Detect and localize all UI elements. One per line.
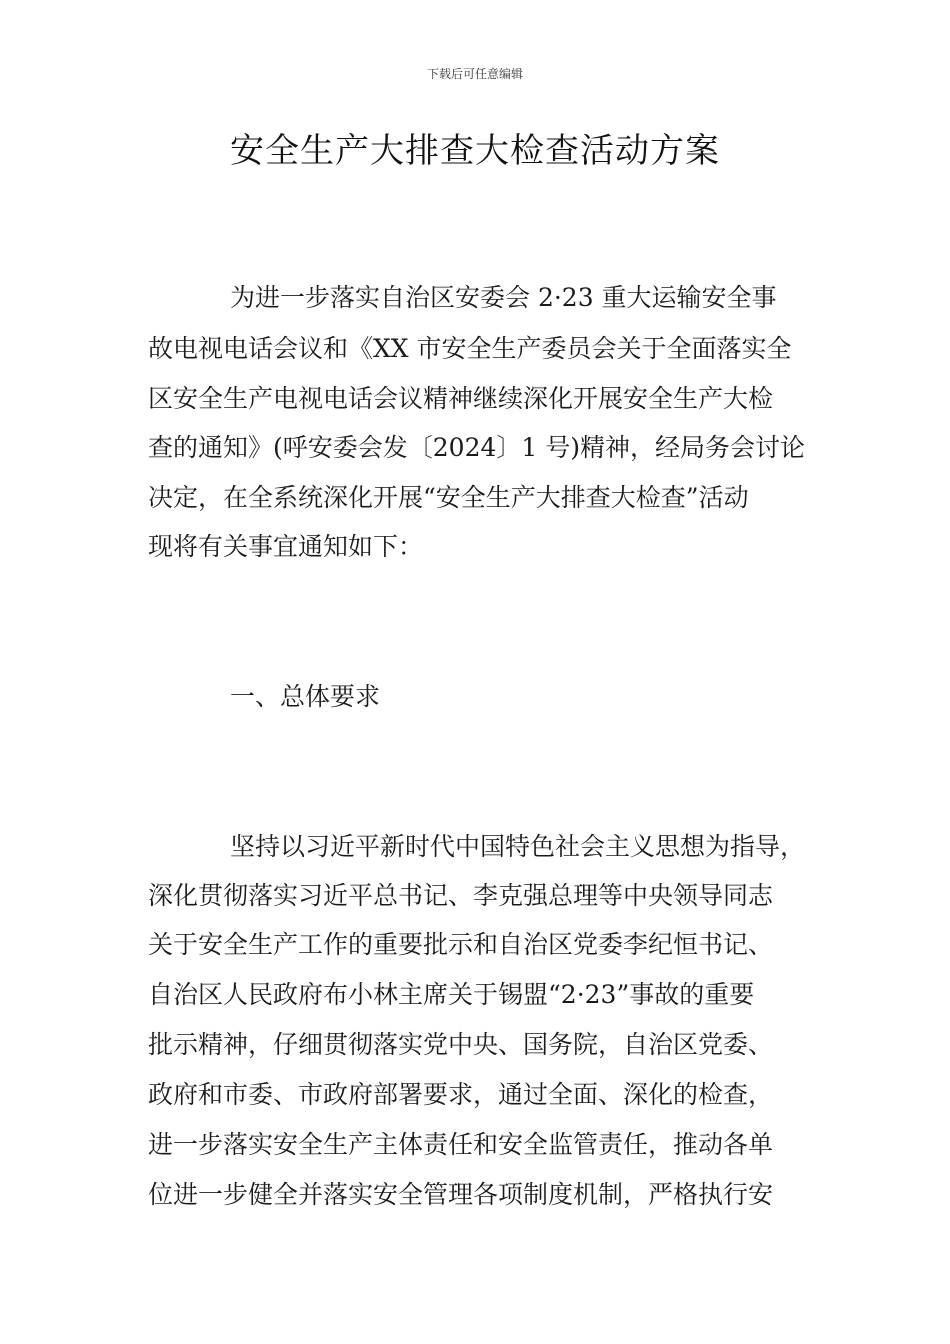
section-heading: 一、总体要求: [230, 682, 381, 711]
paragraph-line: 为进一步落实自治区安委会 2·23 重大运输安全事: [230, 283, 777, 312]
header-note: 下载后可任意编辑: [426, 67, 523, 81]
paragraph-line: 区安全生产电视电话会议精神继续深化开展安全生产大检: [148, 384, 774, 413]
paragraph-line: 坚持以习近平新时代中国特色社会主义思想为指导，: [230, 832, 806, 861]
paragraph-line: 批示精神，仔细贯彻落实党中央、国务院，自治区党委、: [148, 1030, 774, 1059]
paragraph-line: 位进一步健全并落实安全管理各项制度机制，严格执行安: [148, 1180, 774, 1209]
paragraph-line: 故电视电话会议和《XX 市安全生产委员会关于全面落实全: [148, 334, 792, 363]
paragraph-line: 深化贯彻落实习近平总书记、李克强总理等中央领导同志: [148, 881, 774, 910]
paragraph-line: 现将有关事宜通知如下：: [148, 532, 424, 561]
paragraph-line: 查的通知》(呼安委会发〔2024〕1 号)精神，经局务会讨论: [148, 433, 805, 462]
document-title: 安全生产大排查大检查活动方案: [230, 131, 720, 171]
paragraph-line: 决定，在全系统深化开展“安全生产大排查大检查”活动: [148, 483, 749, 512]
paragraph-line: 进一步落实安全生产主体责任和安全监管责任，推动各单: [148, 1130, 774, 1159]
paragraph-line: 关于安全生产工作的重要批示和自治区党委李纪恒书记、: [148, 930, 774, 959]
paragraph-line: 自治区人民政府布小林主席关于锡盟“2·23”事故的重要: [148, 980, 755, 1009]
paragraph-line: 政府和市委、市政府部署要求，通过全面、深化的检查，: [148, 1080, 774, 1109]
